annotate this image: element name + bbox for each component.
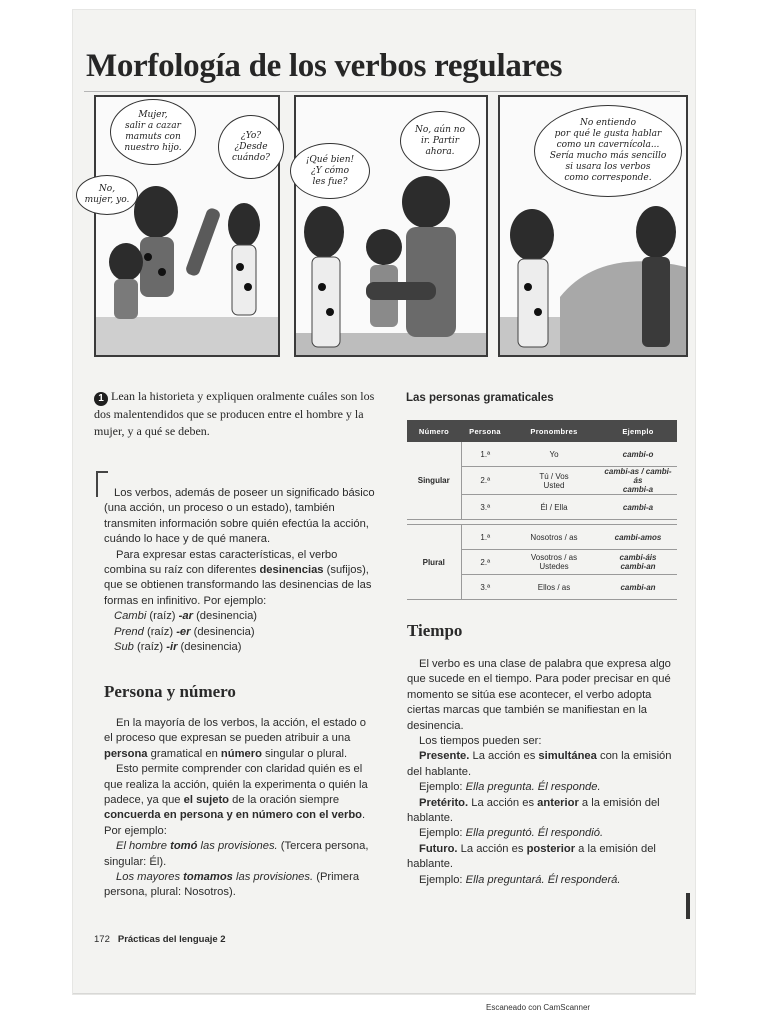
activity-instruction [94, 388, 376, 440]
tense-futuro: Futuro. La acción es posterior a la emisión del hablante. [407, 842, 656, 871]
table-cell: Yo [509, 442, 599, 467]
table-cell: Ellos / as [509, 575, 599, 600]
speech-bubble: ¡Qué bien! ¿Y cómo les fue? [290, 143, 370, 199]
table-cell: 1.ª [461, 442, 509, 467]
speech-bubble: ¿Yo? ¿Desde cuándo? [218, 115, 284, 179]
table-cell: Tú / Vos Usted [509, 467, 599, 495]
page-number: 172 [94, 934, 110, 945]
activity-number: 1 [94, 392, 108, 406]
comic-panel-1 [84, 95, 280, 357]
paragraph: En la mayoría de los verbos, la acción, el estado o el proceso que expresan se pueden atribuir a una persona gramatical en número singular o plural. [104, 717, 366, 760]
comic-panel-2 [294, 95, 488, 357]
table-cell: 3.ª [461, 495, 509, 520]
speech-bubble: No, aún no ir. Partir ahora. [400, 111, 480, 171]
example-line: Prend (raíz) -er (desinencia) [114, 625, 255, 638]
grammatical-persons-table [407, 420, 677, 600]
section-heading-persona-numero: Persona y número [104, 682, 236, 701]
table-cell: cambi-o [599, 442, 677, 467]
page-footer [94, 934, 226, 945]
paragraph: Esto permite comprender con claridad quién es el que realiza la acción, quién la experimenta o quién la padece, ya que el sujeto de la oración siempre concuerda en persona y en número con el verbo. Por ejemplo: [104, 763, 368, 837]
table-cell: 3.ª [461, 575, 509, 600]
table-cell: Nosotros / as [509, 525, 599, 550]
column-header: Pronombres [509, 420, 599, 442]
example-sentence: Ejemplo: Ella pregunta. Él responde. [419, 781, 601, 794]
table-cell: 1.ª [461, 525, 509, 550]
comic-strip [84, 95, 684, 353]
activity-text: Lean la historieta y expliquen oralmente cuáles son los dos malentendidos que se producen entre el hombre y la mujer, y a qué se deben. [94, 389, 375, 438]
column-header: Ejemplo [599, 420, 677, 442]
intro-paragraph-1: Los verbos, además de poseer un significado básico (una acción, un proceso o un estado), también transmiten información sobre quién efectúa la acción, cuándo lo hace y de qué manera. [104, 487, 375, 546]
column-header: Número [407, 420, 461, 442]
example-sentence: El hombre tomó las provisiones. (Tercera persona, singular: Él). [104, 840, 369, 868]
comic-panel-3 [498, 95, 688, 357]
table-cell: 2.ª [461, 550, 509, 575]
section-heading-tiempo: Tiempo [407, 621, 463, 640]
page-edge [73, 993, 695, 994]
book-title: Prácticas del lenguaje 2 [117, 934, 226, 945]
intro-text [104, 486, 376, 655]
table-title: Las personas gramaticales [406, 392, 554, 404]
intro-paragraph-2: Para expresar estas características, el verbo combina su raíz con diferentes desinencias (sufijos), que se obtienen transformando las desinencias de las formas en infinitivo. Por ejemplo: [104, 548, 372, 607]
speech-bubble: Mujer, salir a cazar mamuts con nuestro hijo. [110, 99, 196, 165]
table-cell: cambi-a [599, 495, 677, 520]
speech-bubble: No entiendo por qué le gusta hablar como un cavernícola... Sería mucho más sencillo si usara los verbos como corresponde. [534, 105, 682, 197]
example-sentence: Los mayores tomamos las provisiones. (Primera persona, plural: Nosotros). [104, 871, 360, 899]
table-cell: 2.ª [461, 467, 509, 495]
paragraph: Los tiempos pueden ser: [419, 735, 542, 748]
example-sentence: Ejemplo: Ella preguntará. Él responderá. [419, 873, 621, 886]
table-row [407, 525, 677, 550]
table-cell: cambi-an [599, 575, 677, 600]
number-group-cell: Plural [407, 525, 461, 600]
example-line: Cambi (raíz) -ar (desinencia) [114, 610, 258, 623]
table-cell: Vosotros / as Ustedes [509, 550, 599, 575]
tense-presente: Presente. La acción es simultánea con la emisión del hablante. [407, 750, 672, 778]
table-cell: cambi-as / cambi-ás cambi-a [599, 467, 677, 495]
paragraph: El verbo es una clase de palabra que expresa algo que sucede en el tiempo. Para poder precisar en qué momento se sitúa ese acontecer, el verbo adopta ciertas marcas que también se manifiestan en la desinencia. [407, 658, 671, 732]
scanner-watermark: Escaneado con CamScanner [486, 1003, 591, 1012]
example-sentence: Ejemplo: Ella preguntó. Él respondió. [419, 827, 604, 840]
table-cell: cambi-amos [599, 525, 677, 550]
table-cell: Él / Ella [509, 495, 599, 520]
title-divider [84, 91, 680, 92]
persona-numero-text [104, 716, 376, 901]
table-cell: cambi-áis cambi-an [599, 550, 677, 575]
table-row [407, 442, 677, 467]
table-header-row [407, 420, 677, 442]
number-group-cell: Singular [407, 442, 461, 520]
tense-preterito: Pretérito. La acción es anterior a la emisión del hablante. [407, 796, 660, 825]
page-edge-marker [686, 893, 690, 919]
tiempo-text [407, 657, 681, 888]
page-title: Morfología de los verbos regulares [86, 48, 563, 84]
speech-bubble: No, mujer, yo. [76, 175, 138, 215]
column-header: Persona [461, 420, 509, 442]
example-line: Sub (raíz) -ir (desinencia) [114, 641, 242, 654]
